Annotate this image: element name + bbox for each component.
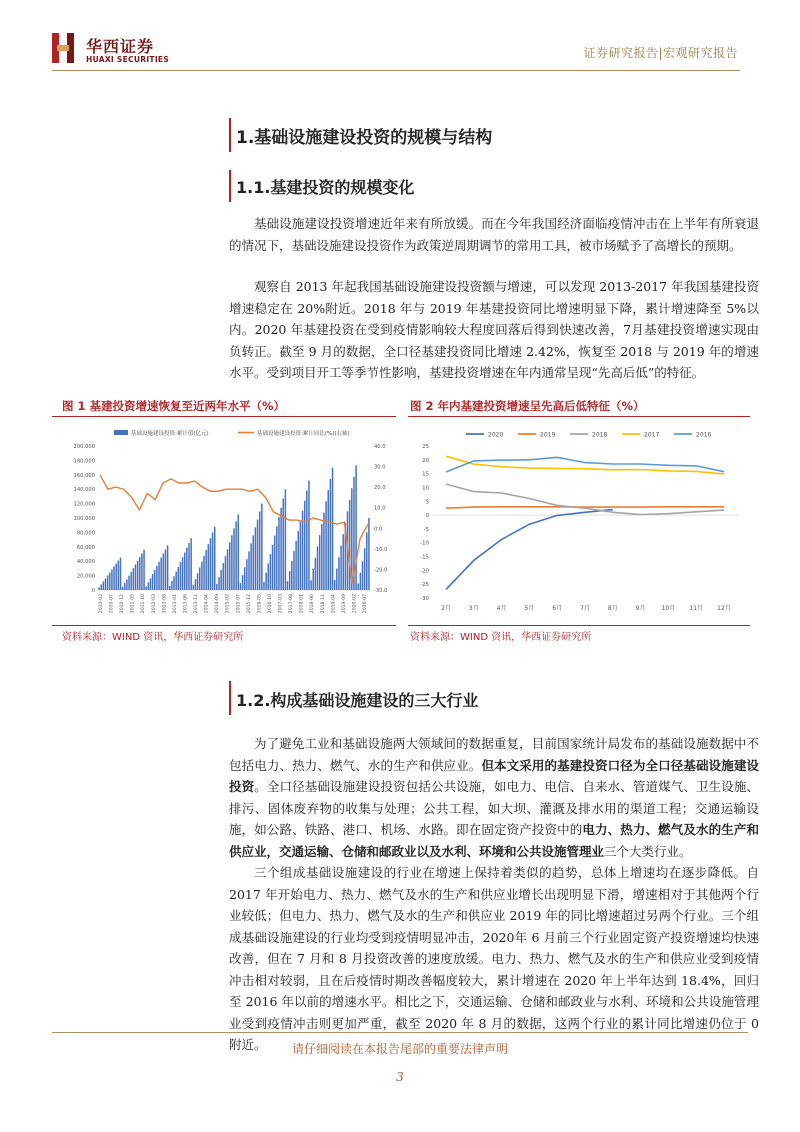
bar: [158, 562, 159, 590]
bar: [276, 526, 277, 590]
x-tick-label: 2015-02: [225, 594, 231, 614]
x-tick-label: 2020-07: [363, 594, 368, 614]
bar: [242, 575, 243, 590]
x-tick-label: 2010-07: [109, 594, 115, 614]
left-tick-label: 120,000: [73, 501, 95, 508]
bar: [360, 573, 361, 590]
y-tick-label: 25: [422, 444, 429, 450]
legend-label-2016: 2016: [696, 431, 712, 439]
bar: [124, 583, 125, 590]
figure-2-lines: [446, 456, 724, 589]
p3-part-e: 三个大类行业。: [604, 843, 692, 859]
x-tick-label: 2012-08: [162, 594, 168, 614]
bar: [212, 532, 213, 590]
legend-label-2017: 2017: [644, 431, 660, 439]
bar: [259, 512, 260, 590]
bar: [270, 554, 271, 590]
report-type: 证券研究报告|宏观研究报告: [583, 46, 738, 60]
figure-1-legend: [114, 429, 350, 437]
left-tick-label: 160,000: [73, 472, 95, 479]
bar: [133, 568, 134, 590]
bar: [357, 584, 358, 590]
right-tick-label: -10.0: [374, 546, 388, 553]
bar: [285, 489, 286, 590]
left-tick-label: 140,000: [73, 487, 95, 494]
bar: [135, 565, 136, 590]
bar: [229, 542, 230, 590]
y-tick-label: -15: [420, 554, 429, 561]
bar: [312, 569, 313, 590]
bar: [325, 501, 326, 590]
bar: [327, 490, 328, 590]
bar: [355, 465, 356, 590]
bar: [317, 546, 318, 590]
x-tick-label: 10月: [661, 605, 676, 612]
bar: [306, 491, 307, 590]
bar: [145, 586, 146, 590]
right-tick-label: 20.0: [374, 485, 386, 492]
figure-2-legend: [466, 432, 711, 439]
x-tick-label: 8月: [607, 605, 618, 612]
bar: [186, 548, 187, 590]
figure-1-rule: [52, 416, 396, 417]
bar: [274, 536, 275, 590]
bar: [165, 549, 166, 590]
x-tick-label: 2017-08: [289, 594, 295, 614]
bar: [103, 581, 104, 590]
x-tick-label: 2013-01: [172, 594, 178, 614]
left-tick-label: 200,000: [73, 444, 95, 450]
bar: [148, 582, 149, 590]
x-tick-label: 2012-03: [151, 594, 157, 614]
right-tick-label: 30.0: [374, 464, 386, 471]
right-tick-label: 40.0: [374, 444, 386, 450]
bar: [173, 576, 174, 590]
bar: [214, 527, 215, 590]
bar: [323, 513, 324, 590]
bar: [295, 541, 296, 590]
figure-1-source: 资料来源：WIND 资讯，华西证券研究所: [62, 632, 244, 643]
x-tick-label: 3月: [468, 605, 479, 612]
legend-label-line: 基础设施建设投资:累计同比(%)(右轴): [257, 431, 350, 437]
x-tick-label: 2014-04: [204, 594, 210, 614]
x-tick-label: 6月: [552, 605, 563, 612]
bar: [336, 569, 337, 590]
bar: [315, 558, 316, 590]
bar: [255, 527, 256, 590]
bar: [184, 552, 185, 590]
bar: [238, 514, 239, 590]
bar: [257, 519, 258, 590]
bar: [246, 559, 247, 590]
bar: [268, 563, 269, 590]
p3-part-b-bold: 但本文采用的基建投资口径为全口径基础设施建设投资: [229, 757, 759, 794]
x-tick-label: 5月: [524, 605, 535, 612]
p3-part-a: 为了避免工业和基础设施两大领域间的数据重复，目前国家统计局发布的基础设施数据中不包括电力、热力、燃气、水的生产和供应业。: [229, 736, 759, 773]
series-line-2020: [446, 510, 613, 590]
x-tick-label: 2017-03: [278, 594, 284, 614]
legend-label-2020: 2020: [488, 431, 504, 439]
y-tick-label: -30: [420, 596, 429, 602]
bar: [128, 576, 129, 590]
bar: [111, 570, 112, 590]
bar: [332, 468, 333, 590]
bar: [210, 538, 211, 590]
figure-2-source: 资料来源：WIND 资讯，华西证券研究所: [410, 632, 592, 643]
section-marker: [229, 118, 231, 152]
x-tick-label: 2014-09: [215, 594, 221, 614]
x-tick-label: 2011-10: [141, 594, 147, 614]
bar: [366, 532, 367, 590]
bar: [235, 521, 236, 590]
bar: [308, 481, 309, 590]
bar: [98, 587, 99, 590]
bar: [203, 556, 204, 590]
bar: [160, 558, 161, 590]
x-tick-label: 2018-11: [320, 594, 326, 614]
bar: [180, 562, 181, 590]
x-tick-label: 2013-11: [194, 594, 200, 614]
right-tick-label: -30.0: [374, 588, 388, 594]
figure-2-rule: [408, 416, 750, 417]
bar: [225, 556, 226, 590]
bar: [330, 479, 331, 590]
left-tick-label: 60,000: [76, 544, 95, 551]
x-tick-label: 2010-02: [99, 594, 104, 614]
logo-english: HUAXI SECURITIES: [86, 55, 170, 64]
bar: [139, 557, 140, 590]
page-header: [0, 0, 800, 80]
figure-1-title: 图 1 基建投资增速恢复至近两年水平（%）: [62, 399, 286, 413]
y-tick-label: -5: [423, 526, 429, 533]
bar: [283, 498, 284, 590]
bar: [205, 550, 206, 590]
left-tick-label: 100,000: [73, 516, 95, 522]
p3-part-d-bold: 电力、热力、燃气及水的生产和供应业，交通运输、仓储和邮政业以及水利、环境和公共设施管理业: [229, 822, 759, 859]
x-tick-label: 2019-09: [341, 594, 347, 614]
x-tick-label: 2020-02: [352, 594, 358, 614]
legend-label-bar: 基础设施建设投资:累计值(亿元): [131, 431, 209, 437]
subsection-marker-2: [229, 681, 231, 715]
paragraph-3: [229, 733, 759, 862]
legend-label-2018: 2018: [592, 431, 608, 439]
y-tick-label: 10: [422, 485, 429, 492]
bar: [321, 524, 322, 590]
bar: [300, 521, 301, 590]
bar: [223, 563, 224, 590]
left-tick-label: 0: [91, 588, 95, 594]
bar: [216, 584, 217, 590]
bar: [261, 504, 262, 590]
bar: [289, 571, 290, 590]
bar: [302, 511, 303, 590]
x-tick-label: 2016-10: [267, 594, 273, 614]
bar: [362, 561, 363, 590]
figure-1-bottom-rule: [52, 625, 396, 626]
bar: [304, 501, 305, 590]
bar: [100, 584, 101, 590]
bar: [188, 543, 189, 590]
bar: [265, 573, 266, 590]
bar: [126, 579, 127, 590]
x-tick-label: 2010-12: [120, 594, 126, 614]
bar: [175, 572, 176, 590]
header-divider: [52, 70, 740, 71]
x-tick-label: 2015-12: [246, 594, 252, 614]
bar: [122, 587, 123, 590]
bar: [248, 551, 249, 590]
figure-1-chart: [52, 422, 396, 620]
bar: [199, 567, 200, 590]
bar: [240, 583, 241, 590]
x-tick-label: 2016-05: [257, 594, 263, 614]
bar: [231, 535, 232, 590]
x-tick-label: 2013-06: [183, 594, 189, 614]
paragraph-4: 三个组成基础设施建设的行业在增速上保持着类似的趋势，总体上增速均在逐步降低。自 2017 年开始电力、热力、燃气及水的生产和供应业增长出现明显下滑，增速相对于其他两个行业较低；但电力、热力、燃气及水的生产和供应业 2019 年的同比增速超过另两个行业。三个组成基础设施建设的行业均受到疫情明显冲击，2020年 6 月前三个行业固定资产投资增速均快速改善，但在 7 月和 8 月投资改善的速度放缓。电力、热力、燃气及水的生产和供应业受到疫情冲击相对较弱，且在后疫情时期改善幅度较大，累计增速在 2020 年上半年达到 18.4%，回归至 2016 年以前的增速水平。相比之下，交通运输、仓储和邮政业与水利、环境和公共设施管理业受到疫情冲击则更加严重，截至 2020 年 8 月的数据，这两个行业的累计同比增速仍位于 0 附近。: [229, 865, 759, 1052]
bar: [137, 561, 138, 590]
bar: [208, 544, 209, 590]
left-tick-label: 20,000: [76, 573, 95, 580]
bar: [113, 567, 114, 590]
bar: [280, 508, 281, 590]
bar: [310, 580, 311, 590]
bar: [120, 558, 121, 590]
figure-1-bars: [98, 465, 369, 590]
bar: [287, 581, 288, 590]
subsection-title: 1.1.基建投资的规模变化: [236, 178, 415, 197]
bar: [105, 578, 106, 590]
x-tick-label: 2018-06: [310, 594, 316, 614]
bar: [115, 564, 116, 590]
x-tick-label: 9月: [635, 605, 646, 612]
bar: [291, 561, 292, 590]
bar: [298, 531, 299, 590]
bar: [107, 575, 108, 590]
figure-2-chart: [408, 422, 750, 620]
paragraph-1: 基础设施建设投资增速近年来有所放缓。而在今年我国经济面临疫情冲击在上半年有所衰退的情况下，基础设施建设投资作为政策逆周期调节的常用工具，被市场赋予了高增长的预期。: [229, 216, 759, 253]
right-tick-label: -20.0: [374, 567, 388, 574]
series-line-2018: [446, 484, 724, 514]
left-tick-label: 80,000: [76, 530, 95, 537]
bar: [201, 562, 202, 590]
y-tick-label: -25: [420, 582, 429, 589]
bar: [130, 572, 131, 590]
footer-divider: [52, 1032, 748, 1033]
bar: [364, 548, 365, 590]
x-tick-label: 2011-05: [130, 594, 136, 614]
bar: [154, 570, 155, 590]
left-tick-label: 180,000: [73, 458, 95, 465]
bar: [197, 573, 198, 590]
bar: [193, 585, 194, 590]
bar: [156, 566, 157, 590]
bar: [152, 574, 153, 590]
right-tick-label: 0.0: [374, 526, 383, 533]
logo-name: 华西证券: [86, 37, 155, 56]
bar: [167, 545, 168, 590]
bar: [143, 550, 144, 590]
bar: [342, 534, 343, 590]
section-title: 1.基础设施建设投资的规模与结构: [236, 128, 493, 148]
bar: [150, 578, 151, 590]
y-tick-label: 0: [425, 513, 429, 520]
subsection-marker: [229, 170, 231, 202]
bar: [319, 535, 320, 590]
x-tick-label: 2015-07: [236, 594, 242, 614]
x-tick-label: 2019-04: [331, 594, 337, 614]
bar: [272, 545, 273, 590]
bar: [227, 549, 228, 590]
bar: [368, 518, 369, 590]
y-tick-label: -10: [420, 540, 429, 547]
bar: [169, 586, 170, 590]
figure-2-title: 图 2 年内基建投资增速呈先高后低特征（%）: [410, 399, 645, 413]
bar: [244, 567, 245, 590]
bar: [190, 538, 191, 590]
x-tick-label: 4月: [496, 605, 507, 612]
right-tick-label: 10.0: [374, 505, 386, 512]
y-tick-label: -20: [420, 568, 429, 575]
huaxi-logo-icon: [52, 33, 78, 63]
x-tick-label: 2月: [441, 605, 451, 612]
bar: [263, 582, 264, 590]
x-tick-label: 11月: [689, 605, 704, 612]
bar: [218, 577, 219, 590]
legend-label-2019: 2019: [540, 431, 556, 439]
y-tick-label: 5: [425, 499, 429, 506]
page-number: 3: [396, 1070, 404, 1084]
bar: [334, 580, 335, 590]
bar: [293, 551, 294, 590]
y-tick-label: 15: [422, 471, 429, 478]
x-tick-label: 12月: [717, 605, 731, 612]
bar: [253, 535, 254, 590]
x-tick-label: 2018-01: [299, 594, 305, 614]
x-tick-label: 7月: [580, 605, 590, 612]
bar: [278, 517, 279, 590]
bar: [163, 554, 164, 590]
bar: [349, 500, 350, 590]
footer-disclaimer: 请仔细阅读在本报告尾部的重要法律声明: [291, 1042, 508, 1056]
bar: [233, 528, 234, 590]
bar: [340, 546, 341, 590]
bar: [118, 561, 119, 590]
bar: [195, 579, 196, 590]
bar: [338, 557, 339, 590]
left-tick-label: 40,000: [76, 559, 95, 566]
subsection-title-2: 1.2.构成基础设施建设的三大行业: [236, 691, 479, 710]
bar: [178, 567, 179, 590]
bar: [141, 553, 142, 590]
bar: [171, 581, 172, 590]
figure-2-bottom-rule: [408, 625, 750, 626]
y-tick-label: 20: [422, 457, 429, 464]
bar: [250, 543, 251, 590]
paragraph-2: 观察自 2013 年起我国基础设施建设投资额与增速，可以发现 2013-2017 年我国基建投资增速稳定在 20%附近。2018 年与 2019 年基建投资同比增速明显下降，累计增速降至 5%以内。2020 年基建投资在受到疫情影响较大程度回落后得到快速改善，7月基建投资增速实现由负转正。截至 9 月的数据，全口径基建投资同比增速 2.42%，恢复至 2018 与 2019 年的增速水平。受到项目开工等季节性影响，基建投资增速在年内通常呈现“先高后低”的特征。: [229, 279, 759, 380]
legend-swatch-bar: [114, 430, 128, 435]
p3-part-c: 。全口径基础设施建设投资包括公共设施，如电力、电信、自来水、管道煤气、卫生设施、排污、固体废弃物的收集与处理；公共工程，如大坝、灌溉及排水用的渠道工程；交通运输设施，如公路、铁路、港口、机场、水路。即在固定资产投资中的: [229, 779, 759, 837]
bar: [182, 557, 183, 590]
bar: [220, 570, 221, 590]
bar: [109, 573, 110, 590]
